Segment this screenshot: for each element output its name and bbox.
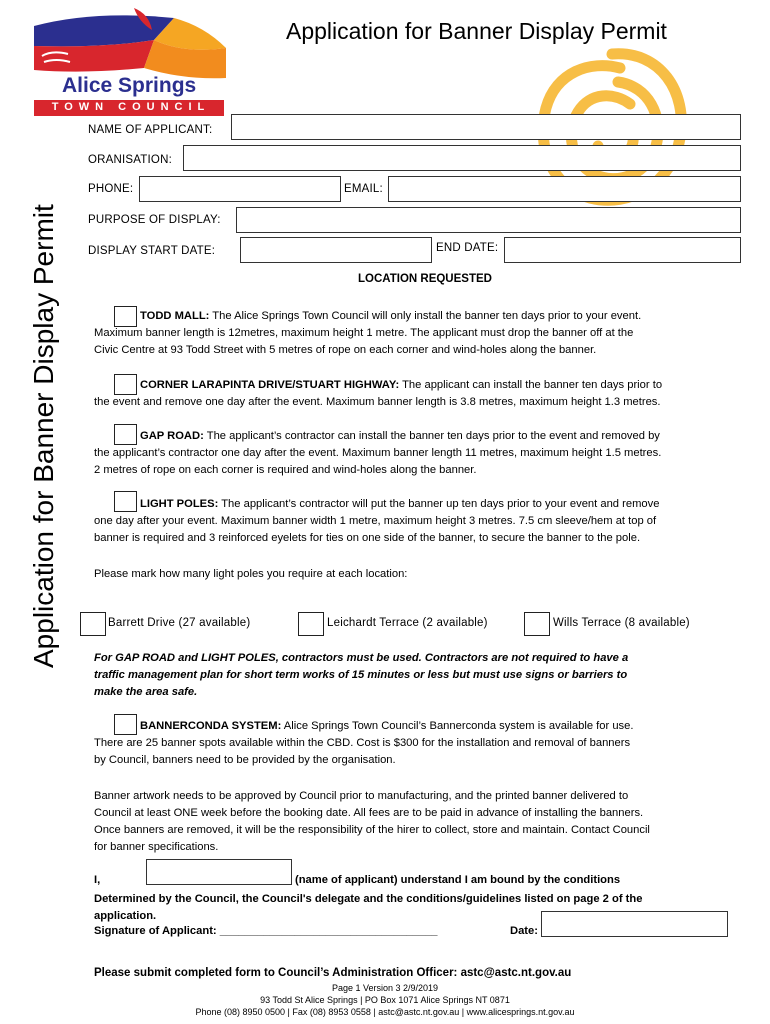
date-label: Date: (510, 925, 538, 937)
purpose-label: PURPOSE OF DISPLAY: (88, 214, 221, 226)
logo-graphic (34, 8, 226, 116)
phone-label: PHONE: (88, 183, 134, 195)
name-field[interactable] (231, 114, 741, 140)
end-date-label: END DATE: (436, 242, 499, 254)
org-label: ORANISATION: (88, 154, 172, 166)
start-date-label: DISPLAY START DATE: (88, 245, 216, 257)
phone-field[interactable] (139, 176, 341, 202)
wills-terrace-checkbox[interactable] (524, 612, 550, 636)
light-poles-text: LIGHT POLES: The applicant’s contractor will put the banner up ten days prior to your event and remove one day after your event. Maximum banner width 1 metre, maximum height 3 metres. 7.5 cm sleeve/hem at top of banner is required and 3 reinforced eyelets for ties on one side of the banner, to secure the banner to the pole. (94, 498, 660, 544)
council-logo (34, 8, 226, 116)
email-label: EMAIL: (344, 183, 383, 195)
gap-road-text: GAP ROAD: The applicant’s contractor can install the banner ten days prior to the event and removed by the applicant’s contractor one day after the event. Maximum banner length 11 metres, maximum height 1.5 metres. 2 metres of rope on each corner is required and wind-holes along the banner. (94, 430, 662, 476)
leichardt-terrace-checkbox[interactable] (298, 612, 324, 636)
end-date-field[interactable] (504, 237, 741, 263)
page-title: Application for Banner Display Permit (286, 18, 667, 44)
leichardt-terrace-label: Leichardt Terrace (2 available) (327, 617, 488, 629)
email-field[interactable] (388, 176, 741, 202)
barrett-drive-checkbox[interactable] (80, 612, 106, 636)
barrett-drive-label: Barrett Drive (27 available) (108, 617, 251, 629)
side-title: Application for Banner Display Permit (28, 204, 59, 668)
name-label: NAME OF APPLICANT: (88, 124, 213, 136)
contractor-notice: For GAP ROAD and LIGHT POLES, contractors must be used. Contractors are not required to have a traffic management plan for short term works of 15 minutes or less but must use signs or barriers to make the area safe. (94, 652, 629, 698)
date-field[interactable] (541, 911, 728, 937)
purpose-field[interactable] (236, 207, 741, 233)
applicant-name-field[interactable] (146, 859, 292, 885)
location-heading: LOCATION REQUESTED (358, 273, 492, 285)
todd-mall-text: TODD MALL: The Alice Springs Town Council will only install the banner ten days prior to your event. Maximum banner length is 12metres, maximum height 1 metre. The applicant must drop the banner off at the Civic Centre at 93 Todd Street with 5 metres of rope on each corner and wind-holes along the banner. (94, 310, 642, 356)
corner-larapinta-text: CORNER LARAPINTA DRIVE/STUART HIGHWAY: The applicant can install the banner ten days prior to the event and remove one day after the event. Maximum banner length is 3.8 metres, maximum height 1.3 metres. (94, 379, 663, 408)
artwork-text: Banner artwork needs to be approved by Council prior to manufacturing, and the printed banner delivered to Council at least ONE week before the booking date. All fees are to be paid in advance of installing the banners. Once banners are removed, it will be the responsibility of the hirer to collect, store and maintain. Contact Council for banner specifications. (94, 790, 650, 853)
declaration-text: Determined by the Council, the Council's delegate and the conditions/guidelines listed on page 2 of the application. (94, 893, 643, 922)
declaration-understand: (name of applicant) understand I am bound by the conditions (295, 874, 621, 886)
footer-contact: Phone (08) 8950 0500 | Fax (08) 8953 0558 | astc@astc.nt.gov.au | www.alicesprings.nt.gov.au (195, 1007, 575, 1017)
bannerconda-text: BANNERCONDA SYSTEM: Alice Springs Town Council’s Bannerconda system is available for use. There are 25 banner spots available within the CBD. Cost is $300 for the installation and removal of banners by Council, banners need to be provided by the organisation. (94, 720, 634, 766)
organisation-field[interactable] (183, 145, 741, 171)
light-poles-prompt: Please mark how many light poles you require at each location: (94, 568, 408, 580)
logo-name: Alice Springs (62, 74, 197, 97)
footer-version: Page 1 Version 3 2/9/2019 (331, 983, 439, 993)
submit-instruction: Please submit completed form to Council’s Administration Officer: astc@astc.nt.gov.au (94, 967, 572, 979)
footer-address: 93 Todd St Alice Springs | PO Box 1071 Alice Springs NT 0871 (260, 995, 510, 1005)
wills-terrace-label: Wills Terrace (8 available) (553, 617, 690, 629)
start-date-field[interactable] (240, 237, 432, 263)
logo-sub: TOWN COUNCIL (51, 101, 211, 113)
declaration-i: I, (94, 874, 101, 886)
signature-line[interactable]: Signature of Applicant: ___________________________________ (94, 925, 438, 937)
